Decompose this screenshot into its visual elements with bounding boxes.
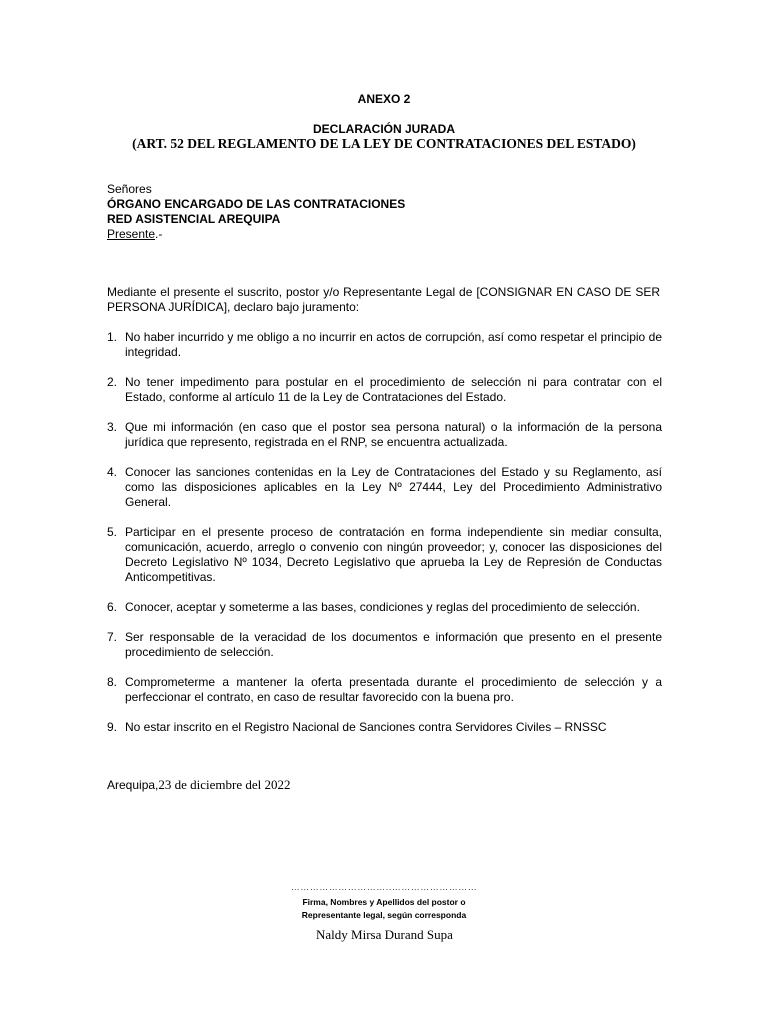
item-text: No estar inscrito en el Registro Nacional de Sanciones contra Servidores Civiles – RNSSC [125,720,607,734]
item-number: 7. [107,630,118,644]
item-number: 2. [107,375,118,389]
addressee-block [107,182,405,242]
place-date [107,777,291,793]
addressee-organ: ÓRGANO ENCARGADO DE LAS CONTRATACIONES [107,197,406,211]
declaration-item [107,375,662,405]
item-number: 5. [107,525,118,539]
presente-line [107,227,405,242]
item-number: 9. [107,720,118,734]
signature-line: …………………………..……………………… [290,882,478,892]
annex-heading: ANEXO 2 [357,92,411,106]
item-text: No haber incurrido y me obligo a no incurrir en actos de corrupción, así como respetar el principio de integridad. [125,330,662,359]
declaration-item [107,630,662,660]
declaration-item [107,600,662,615]
salutation: Señores [107,182,152,196]
place-city: Arequipa, [107,778,159,792]
item-number: 6. [107,600,118,614]
declaration-list [107,330,662,750]
document-title: DECLARACIÓN JURADA [312,122,455,136]
presente-suffix: .- [155,227,163,241]
item-text: Ser responsable de la veracidad de los documentos e información que presento en el presente procedimiento de selección. [125,630,662,659]
item-text: Conocer las sanciones contenidas en la Ley de Contrataciones del Estado y su Reglamento, así como las disposiciones aplicables en la Ley Nº 27444, Ley del Procedimiento Administrativo General. [125,465,662,509]
item-number: 8. [107,675,118,689]
declaration-item [107,420,662,450]
item-text: Participar en el presente proceso de contratación en forma independiente sin mediar consulta, comunicación, acuerdo, arreglo o convenio con ningún proveedor; y, conocer las disposiciones del Decreto Legislativo Nº 1034, Decreto Legislativo que aprueba la Ley de Represión de Conductas Anticompetitivas. [125,525,662,584]
item-number: 3. [107,420,118,434]
item-text: Conocer, aceptar y someterme a las bases, condiciones y reglas del procedimiento de selección. [125,600,640,614]
document-subtitle: (ART. 52 DEL REGLAMENTO DE LA LEY DE CONTRATACIONES DEL ESTADO) [132,136,636,151]
declaration-item [107,720,662,735]
signer-name: Naldy Mirsa Durand Supa [316,927,453,942]
declaration-item [107,465,662,510]
intro-paragraph: Mediante el presente el suscrito, postor y/o Representante Legal de [CONSIGNAR EN CASO DE SER PERSONA JURÍDICA], declaro bajo juramento: [107,285,660,314]
item-text: No tener impedimento para postular en el procedimiento de selección ni para contratar con el Estado, conforme al artículo 11 de la Ley de Contrataciones del Estado. [125,375,662,404]
item-text: Comprometerme a mantener la oferta presentada durante el procedimiento de selección y a perfeccionar el contrato, en caso de resultar favorecido con la buena pro. [125,675,662,704]
addressee-entity: RED ASISTENCIAL AREQUIPA [107,212,281,226]
signature-caption-2: Representante legal, según corresponda [301,910,467,920]
declaration-item [107,675,662,705]
date-text: 23 de diciembre del 2022 [158,777,291,792]
declaration-item [107,330,662,360]
item-number: 1. [107,330,118,344]
item-number: 4. [107,465,118,479]
declaration-item [107,525,662,585]
signature-caption-1: Firma, Nombres y Apellidos del postor o [302,897,466,907]
item-text: Que mi información (en caso que el postor sea persona natural) o la información de la persona jurídica que represento, registrada en el RNP, se encuentra actualizada. [125,420,662,449]
presente-word: Presente [107,227,156,241]
